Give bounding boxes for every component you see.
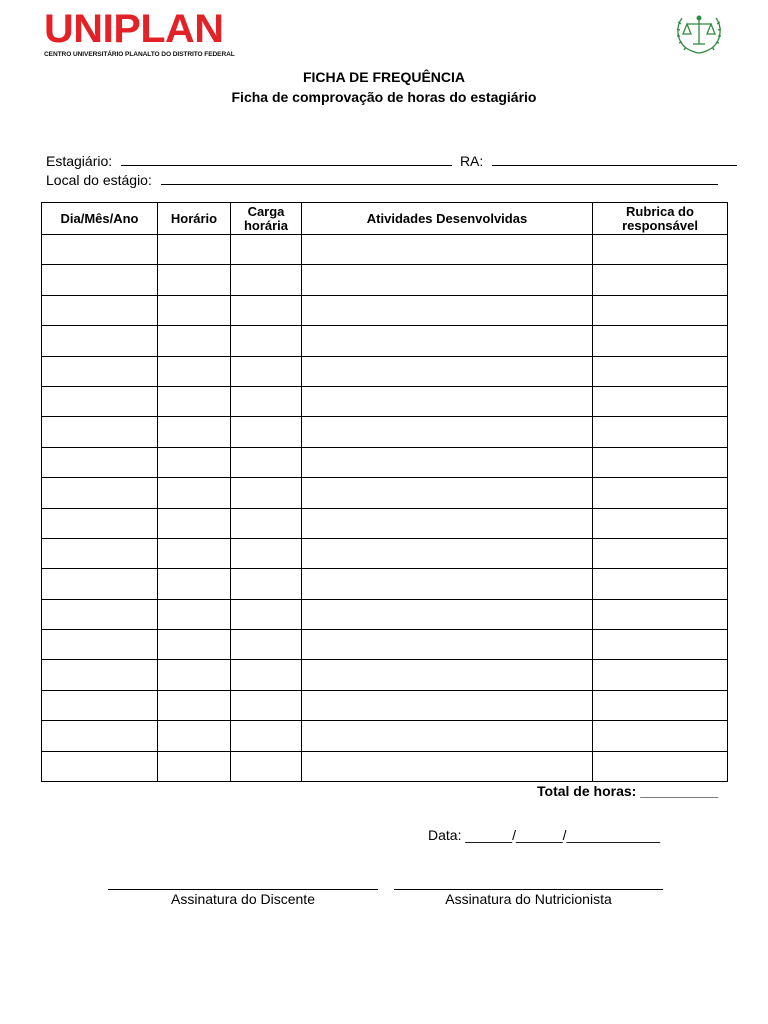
cell-activities[interactable] <box>302 386 593 416</box>
column-header-date: Dia/Mês/Ano <box>42 203 158 235</box>
cell-time[interactable] <box>158 326 231 356</box>
cell-workload[interactable] <box>231 630 302 660</box>
date-label: Data: <box>428 827 462 843</box>
cell-signature[interactable] <box>593 569 728 599</box>
cell-signature[interactable] <box>593 721 728 751</box>
cell-time[interactable] <box>158 386 231 416</box>
intern-label: Estagiário: <box>46 153 113 169</box>
cell-workload[interactable] <box>231 386 302 416</box>
table-row <box>42 538 728 568</box>
cell-workload[interactable] <box>231 599 302 629</box>
location-field[interactable] <box>161 172 718 185</box>
location-label: Local do estágio: <box>46 172 152 188</box>
cell-activities[interactable] <box>302 660 593 690</box>
table-header-row <box>42 203 728 235</box>
cell-signature[interactable] <box>593 265 728 295</box>
total-hours-label: Total de horas: <box>537 783 637 799</box>
table-row <box>42 447 728 477</box>
cell-date[interactable] <box>42 538 158 568</box>
student-signature <box>108 876 378 908</box>
cell-time[interactable] <box>158 751 231 781</box>
cell-date[interactable] <box>42 569 158 599</box>
cell-date[interactable] <box>42 660 158 690</box>
cell-time[interactable] <box>158 265 231 295</box>
scales-of-justice-wreath-icon <box>672 10 726 56</box>
cell-workload[interactable] <box>231 478 302 508</box>
table-row <box>42 326 728 356</box>
table-row <box>42 630 728 660</box>
cell-workload[interactable] <box>231 295 302 325</box>
cell-signature[interactable] <box>593 630 728 660</box>
cell-date[interactable] <box>42 265 158 295</box>
total-hours <box>537 782 718 800</box>
cell-signature[interactable] <box>593 690 728 720</box>
cell-date[interactable] <box>42 690 158 720</box>
cell-activities[interactable] <box>302 751 593 781</box>
cell-workload[interactable] <box>231 356 302 386</box>
table-row <box>42 478 728 508</box>
cell-date[interactable] <box>42 447 158 477</box>
cell-time[interactable] <box>158 690 231 720</box>
cell-workload[interactable] <box>231 751 302 781</box>
cell-signature[interactable] <box>593 447 728 477</box>
cell-signature[interactable] <box>593 599 728 629</box>
cell-workload[interactable] <box>231 538 302 568</box>
cell-workload[interactable] <box>231 265 302 295</box>
cell-activities[interactable] <box>302 265 593 295</box>
cell-activities[interactable] <box>302 630 593 660</box>
table-row <box>42 660 728 690</box>
cell-signature[interactable] <box>593 660 728 690</box>
table-row <box>42 295 728 325</box>
table-row <box>42 417 728 447</box>
cell-date[interactable] <box>42 386 158 416</box>
cell-workload[interactable] <box>231 721 302 751</box>
intern-field-row <box>46 152 737 170</box>
cell-activities[interactable] <box>302 447 593 477</box>
cell-time[interactable] <box>158 630 231 660</box>
student-signature-label: Assinatura do Discente <box>171 891 315 907</box>
table-row <box>42 235 728 265</box>
total-hours-field[interactable]: __________ <box>640 783 719 799</box>
uniplan-logo <box>44 7 235 58</box>
cell-activities[interactable] <box>302 356 593 386</box>
cell-workload[interactable] <box>231 326 302 356</box>
cell-time[interactable] <box>158 660 231 690</box>
cell-activities[interactable] <box>302 295 593 325</box>
cell-signature[interactable] <box>593 356 728 386</box>
cell-workload[interactable] <box>231 447 302 477</box>
cell-workload[interactable] <box>231 660 302 690</box>
ra-field[interactable] <box>492 153 737 166</box>
form-title: FICHA DE FREQUÊNCIA <box>302 69 466 85</box>
cell-date[interactable] <box>42 356 158 386</box>
cell-workload[interactable] <box>231 508 302 538</box>
cell-date[interactable] <box>42 630 158 660</box>
logo-subtitle: CENTRO UNIVERSITÁRIO PLANALTO DO DISTRITO FEDERAL <box>44 51 235 58</box>
cell-date[interactable] <box>42 417 158 447</box>
cell-activities[interactable] <box>302 235 593 265</box>
cell-workload[interactable] <box>231 690 302 720</box>
table-row <box>42 599 728 629</box>
cell-signature[interactable] <box>593 235 728 265</box>
cell-time[interactable] <box>158 508 231 538</box>
table-row <box>42 721 728 751</box>
cell-activities[interactable] <box>302 690 593 720</box>
cell-date[interactable] <box>42 478 158 508</box>
table-row <box>42 751 728 781</box>
cell-date[interactable] <box>42 751 158 781</box>
table-row <box>42 508 728 538</box>
cell-signature[interactable] <box>593 508 728 538</box>
table-row <box>42 356 728 386</box>
cell-workload[interactable] <box>231 417 302 447</box>
cell-time[interactable] <box>158 478 231 508</box>
cell-workload[interactable] <box>231 569 302 599</box>
cell-time[interactable] <box>158 295 231 325</box>
form-subtitle: Ficha de comprovação de horas do estagiário <box>231 89 537 105</box>
cell-time[interactable] <box>158 235 231 265</box>
cell-time[interactable] <box>158 538 231 568</box>
logo-wordmark: UNIPLAN <box>44 7 224 51</box>
column-header-activities: Atividades Desenvolvidas <box>302 203 593 235</box>
table-row <box>42 569 728 599</box>
table-body <box>42 235 728 782</box>
cell-date[interactable] <box>42 599 158 629</box>
cell-date[interactable] <box>42 721 158 751</box>
cell-date[interactable] <box>42 235 158 265</box>
column-header-workload: Carga horária <box>231 203 302 235</box>
cell-signature[interactable] <box>593 751 728 781</box>
cell-time[interactable] <box>158 417 231 447</box>
cell-time[interactable] <box>158 356 231 386</box>
cell-activities[interactable] <box>302 478 593 508</box>
cell-signature[interactable] <box>593 326 728 356</box>
cell-signature[interactable] <box>593 478 728 508</box>
nutritionist-signature <box>394 876 663 908</box>
table-row <box>42 690 728 720</box>
cell-activities[interactable] <box>302 721 593 751</box>
cell-date[interactable] <box>42 508 158 538</box>
cell-activities[interactable] <box>302 326 593 356</box>
cell-signature[interactable] <box>593 386 728 416</box>
cell-date[interactable] <box>42 326 158 356</box>
cell-time[interactable] <box>158 569 231 599</box>
cell-date[interactable] <box>42 295 158 325</box>
cell-activities[interactable] <box>302 417 593 447</box>
cell-signature[interactable] <box>593 295 728 325</box>
form-title-block <box>0 68 768 107</box>
cell-activities[interactable] <box>302 599 593 629</box>
attendance-table <box>41 202 728 782</box>
cell-activities[interactable] <box>302 569 593 599</box>
column-header-time: Horário <box>158 203 231 235</box>
intern-name-field[interactable] <box>121 153 452 166</box>
cell-time[interactable] <box>158 599 231 629</box>
cell-activities[interactable] <box>302 538 593 568</box>
date-field[interactable]: ______/______/____________ <box>465 827 661 843</box>
column-header-signature: Rubrica do responsável <box>593 203 728 235</box>
cell-activities[interactable] <box>302 508 593 538</box>
date-field-row <box>428 826 660 844</box>
cell-signature[interactable] <box>593 417 728 447</box>
table-row <box>42 386 728 416</box>
table-row <box>42 265 728 295</box>
cell-signature[interactable] <box>593 538 728 568</box>
nutritionist-signature-label: Assinatura do Nutricionista <box>445 891 612 907</box>
ra-label: RA: <box>459 153 484 169</box>
location-field-row <box>46 171 718 189</box>
cell-workload[interactable] <box>231 235 302 265</box>
cell-time[interactable] <box>158 721 231 751</box>
cell-time[interactable] <box>158 447 231 477</box>
